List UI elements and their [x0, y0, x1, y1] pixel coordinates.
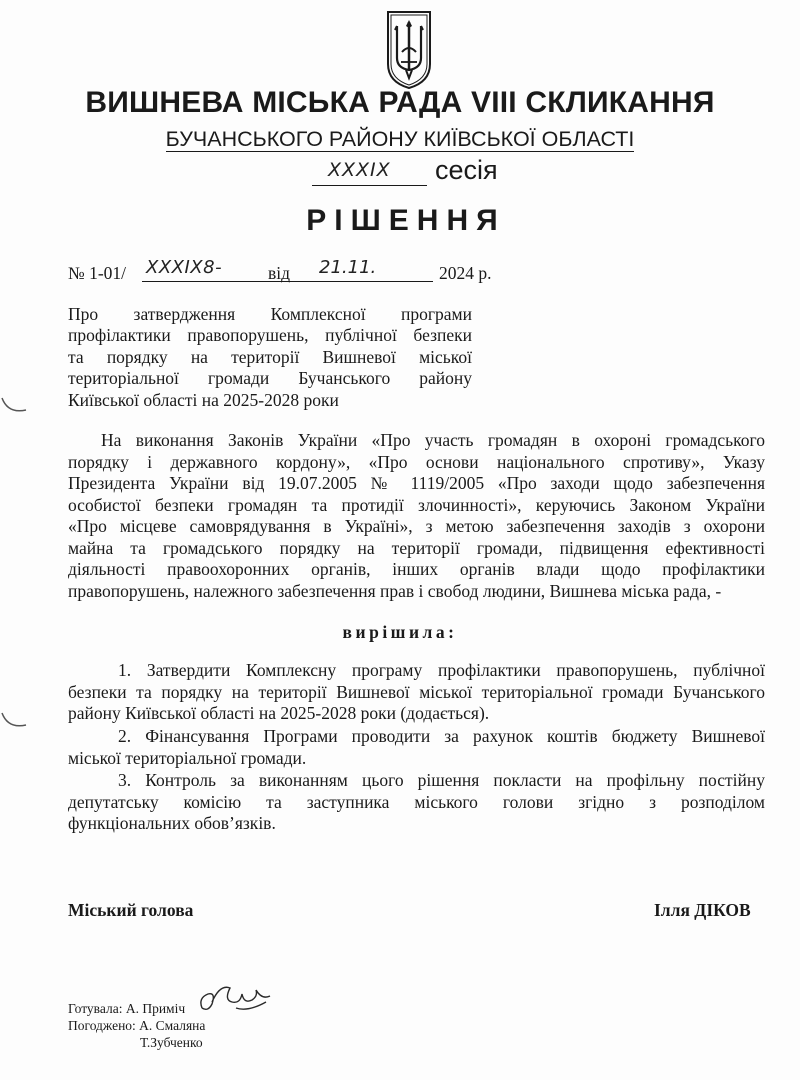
- item-line: 1. Затвердити Комплексну програму профілактики правопорушень, публічної: [118, 660, 765, 680]
- handwritten-signature-icon: [196, 978, 276, 1020]
- date-prefix: від: [268, 263, 291, 283]
- preamble-line: майна та громадського порядку на території громади, підвищення ефективності: [68, 537, 765, 558]
- signatory-position: Міський голова: [68, 900, 194, 920]
- session-number-blank: [312, 155, 427, 186]
- trident-coat-of-arms-icon: [384, 8, 434, 90]
- session-number-handwritten: XXXIX: [328, 159, 391, 181]
- decision-number-prefix: № 1-01/: [68, 263, 127, 283]
- council-subtitle: [0, 127, 800, 152]
- item-line: міської територіальної громади.: [68, 747, 307, 768]
- decision-item-1: [68, 660, 765, 725]
- resolved-label: вирішила:: [342, 622, 458, 642]
- decision-item-3: [68, 770, 765, 835]
- prepared-by: Готувала: А. Приміч: [68, 1001, 186, 1016]
- council-subtitle-text: БУЧАНСЬКОГО РАЙОНУ КИЇВСЬКОЇ ОБЛАСТІ: [165, 127, 635, 151]
- item-line: депутатську комісію та заступника міського голови згідно з розподілом: [68, 791, 765, 812]
- decision-year: 2024 р.: [439, 263, 492, 283]
- item-line: функціональних обов’язків.: [68, 813, 276, 833]
- preamble-line: Президента України від 19.07.2005 № 1119/2005 «Про заходи щодо забезпечення: [68, 473, 765, 493]
- subject-line: Про затвердження Комплексної програми: [68, 304, 472, 324]
- item-line: 2. Фінансування Програми проводити за рахунок коштів бюджету Вишневої: [118, 726, 765, 746]
- preamble-line: На виконання Законів України «Про участь громадян в охороні громадського: [101, 430, 765, 450]
- punch-hole-top-icon: [0, 392, 30, 422]
- council-name: ВИШНЕВА МІСЬКА РАДА VIII СКЛИКАННЯ: [85, 86, 715, 119]
- preamble-paragraph: [68, 430, 765, 602]
- preamble-line: діяльності правоохоронних органів, інших органів влади щодо профілактики: [68, 559, 765, 579]
- preamble-line: особистої безпеки громадян та протидії злочинності», керуючись Законом України: [68, 494, 765, 515]
- decision-subject: [68, 304, 472, 411]
- punch-hole-bottom-icon: [0, 705, 30, 735]
- preamble-line: правопорушень, належного забезпечення прав і свобод людини, Вишнева міська рада, -: [68, 580, 722, 601]
- agreed-by: Погоджено: А. Смаляна: [68, 1018, 206, 1033]
- signatory-name: Ілля ДІКОВ: [654, 900, 751, 920]
- decision-item-2: [68, 726, 765, 769]
- preamble-line: «Про місцеве самоврядування в Україні», з метою забезпечення заходів з охорони: [68, 516, 765, 536]
- agreed-by-second: Т.Зубченко: [140, 1035, 203, 1050]
- subject-line: та порядку на території Вишневої міської: [68, 346, 472, 367]
- session-word: сесія: [435, 155, 498, 185]
- preamble-line: порядку і державного кордону», «Про основи національного спротиву», Указу: [68, 451, 765, 472]
- item-line: 3. Контроль за виконанням цього рішення покласти на профільну постійну: [118, 770, 765, 790]
- subject-line: Київської області на 2025-2028 роки: [68, 389, 339, 410]
- item-line: безпеки та порядку на території Вишневої міської територіальної громади Бучанського: [68, 681, 765, 702]
- document-type-title: РІШЕННЯ: [306, 204, 506, 237]
- subject-line: територіальної громади Бучанського району: [68, 368, 472, 389]
- subject-line: профілактики правопорушень, публічної безпеки: [68, 325, 472, 346]
- decision-number-handwritten: XXXIX8-: [146, 257, 223, 278]
- decision-date-blank: [303, 259, 433, 282]
- decision-number-line: [68, 259, 508, 287]
- item-line: району Київської області на 2025-2028 роки (додається).: [68, 703, 490, 723]
- decision-date-handwritten: 21.11.: [319, 257, 377, 278]
- decision-number-blank: [142, 259, 327, 282]
